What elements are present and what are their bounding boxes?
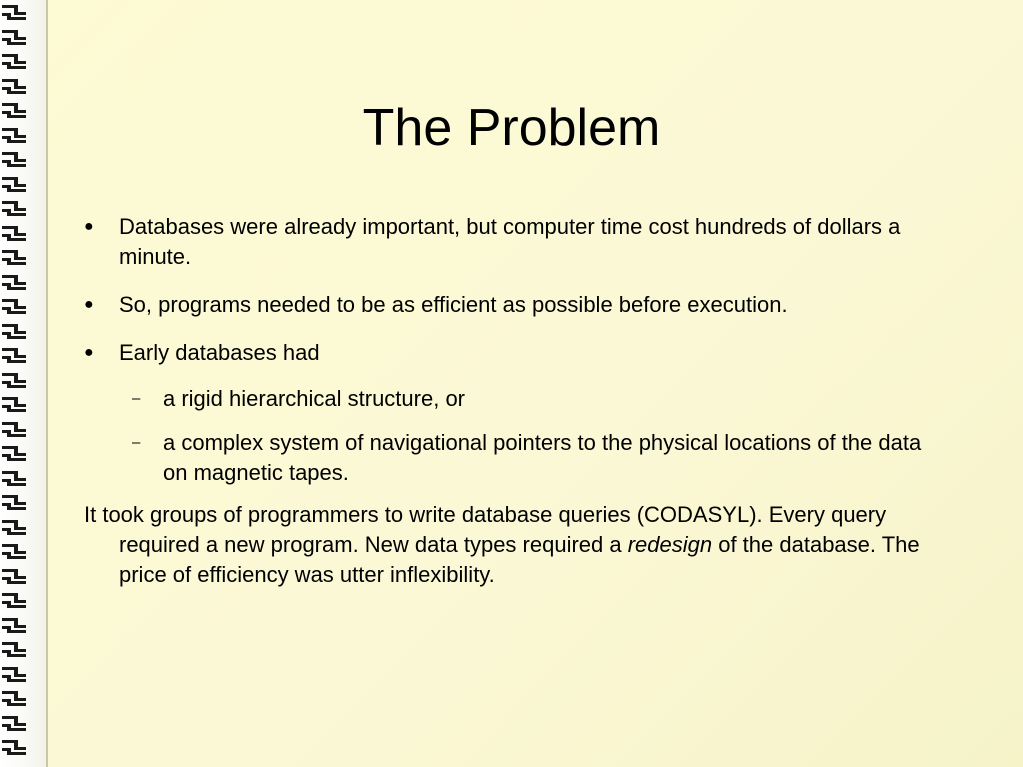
binding-ring: [2, 373, 28, 389]
binding-ring: [2, 618, 28, 634]
binding-ring: [2, 397, 28, 413]
slide-content: [84, 212, 944, 590]
binding-ring: [2, 471, 28, 487]
bullet-text: Early databases had: [119, 340, 320, 365]
body-paragraph: [84, 500, 944, 590]
bullet-marker: ●: [84, 218, 94, 235]
binding-ring: [2, 324, 28, 340]
binding-ring: [2, 569, 28, 585]
sub-bullet-text: a rigid hierarchical structure, or: [163, 386, 466, 411]
binding-ring: [2, 299, 28, 315]
emphasis-text: redesign: [627, 532, 713, 557]
binding-ring: [2, 5, 28, 21]
binding-ring: [2, 152, 28, 168]
sub-bullet-marker: –: [132, 390, 141, 407]
bullet-text: Databases were already important, but computer time cost hundreds of dollars a minute.: [119, 214, 901, 269]
binding-ring: [2, 691, 28, 707]
binding-ring: [2, 740, 28, 756]
binding-ring: [2, 642, 28, 658]
bullet-item: [84, 338, 944, 368]
binding-ring: [2, 593, 28, 609]
binding-ring: [2, 446, 28, 462]
binding-ring: [2, 544, 28, 560]
slide-title: The Problem: [362, 99, 661, 157]
binding-ring: [2, 250, 28, 266]
sub-bullet-text: a complex system of navigational pointers to the physical locations of the data on magnetic tapes.: [163, 430, 922, 485]
sub-bullet-item: [84, 384, 944, 414]
binding-ring: [2, 520, 28, 536]
binding-ring: [2, 422, 28, 438]
bullet-marker: ●: [84, 296, 94, 313]
paragraph-text: of the database. The price of efficiency was utter inflexibility.: [119, 532, 920, 587]
binding-ring: [2, 30, 28, 46]
binding-ring: [2, 128, 28, 144]
paragraph-text: It took groups of programmers to write database queries (CODASYL). Every query required a new program. New data types required a: [84, 502, 887, 557]
bullet-item: [84, 212, 944, 272]
spiral-binding: [0, 0, 46, 767]
binding-ring: [2, 275, 28, 291]
binding-ring: [2, 226, 28, 242]
bullet-marker: ●: [84, 344, 94, 361]
binding-ring: [2, 716, 28, 732]
binding-ring: [2, 667, 28, 683]
sub-bullet-marker: –: [132, 434, 141, 451]
binding-ring: [2, 177, 28, 193]
binding-ring: [2, 495, 28, 511]
binding-ring: [2, 103, 28, 119]
binding-ring: [2, 348, 28, 364]
binding-ring: [2, 79, 28, 95]
bullet-text: So, programs needed to be as efficient as possible before execution.: [119, 292, 788, 317]
binding-ring: [2, 201, 28, 217]
bullet-item: [84, 290, 944, 320]
binding-ring: [2, 54, 28, 70]
sub-bullet-item: [84, 428, 944, 488]
